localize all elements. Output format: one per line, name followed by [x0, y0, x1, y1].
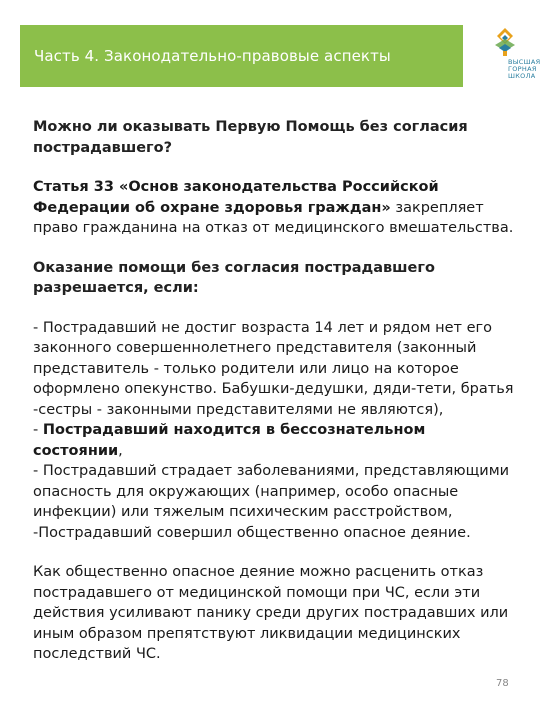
article-rest: закрепляет право гражданина на отказ от медицинского вмешательства. — [33, 199, 514, 236]
condition-item-1: - Пострадавший не достиг возраста 14 лет и рядом нет его законного совершеннолетнего представителя (законный представитель - только родители или лицо на которое оформлено опекунство. Бабушки-дедушки, дяди-тети, братья -сестры - законными представителями не являются), — [33, 319, 514, 418]
slide-body — [33, 117, 518, 665]
page-number: 78 — [496, 678, 509, 689]
condition-item-4: -Пострадавший совершил общественно опасное деяние. — [33, 524, 471, 541]
article-bold: Статья 33 «Основ законодательства Российской Федерации об охране здоровья граждан» — [33, 179, 439, 216]
closing-paragraph: Как общественно опасное деяние можно расценить отказ пострадавшего от медицинской помощи при ЧС, если эти действия усиливают панику среди других пострадавших или иным образом препятствуют ликвидации медицинских последствий ЧС. — [33, 564, 509, 662]
question-text: Можно ли оказывать Первую Помощь без согласия пострадавшего? — [33, 119, 468, 156]
slide-header — [20, 25, 540, 87]
condition-item-2: - Пострадавший находится в бессознательном состоянии, — [33, 422, 426, 459]
logo-text: ВЫСШАЯ ГОРНАЯ ШКОЛА — [508, 58, 540, 80]
condition-item-3: - Пострадавший страдает заболеваниями, представляющими опасность для окружающих (например, особо опасные инфекции) или тяжелым психическим расстройством, — [33, 463, 510, 520]
article-paragraph — [33, 177, 518, 239]
school-logo — [463, 25, 540, 87]
conditions-heading: Оказание помощи без согласия пострадавшего разрешается, если: — [33, 259, 435, 296]
condition-item-2-bold: Пострадавший находится в бессознательном состоянии — [33, 422, 426, 459]
slide-title: Часть 4. Законодательно-правовые аспекты — [34, 47, 391, 65]
logo-emblem-icon — [493, 27, 517, 57]
